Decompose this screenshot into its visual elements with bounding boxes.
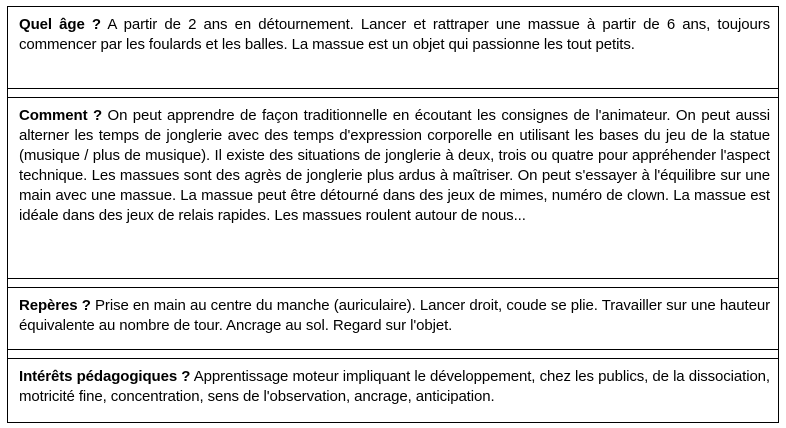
section-pedagogy-text: Apprentissage moteur impliquant le développement, chez les publics, de la dissociation, motricité fine, concentration, sens de l'observation, ancrage, anticipation.: [19, 368, 770, 405]
section-how-label: Comment ?: [19, 107, 103, 124]
section-pedagogy-label: Intérêts pédagogiques ?: [19, 368, 191, 385]
spacer-cell: [8, 89, 779, 98]
section-spacer: [8, 350, 779, 359]
section-age: [8, 7, 779, 89]
section-pedagogy-cell: [8, 359, 779, 423]
section-landmarks-cell: [8, 288, 779, 350]
section-landmarks-label: Repères ?: [19, 297, 91, 314]
section-age-text: A partir de 2 ans en détournement. Lancer et rattraper une massue à partir de 6 ans, toujours commencer par les foulards et les balles. La massue est un objet qui passionne les tout petits.: [19, 16, 770, 53]
section-how-text: On peut apprendre de façon traditionnelle en écoutant les consignes de l'animateur. On peut aussi alterner les temps de jonglerie avec des temps d'expression corporelle en utilisant les bases du jeu de la statue (musique / plus de musique). Il existe des situations de jonglerie à deux, trois ou quatre pour appréhender l'aspect technique. Les massues sont des agrès de jonglerie plus ardus à maîtriser. On peut s'essayer à l'équilibre sur une main avec une massue. La massue peut être détourné dans des jeux de mimes, numéro de clown. La massue est idéale dans des jeux de relais rapides. Les massues roulent autour de nous...: [19, 107, 770, 224]
section-age-label: Quel âge ?: [19, 16, 101, 33]
section-spacer: [8, 279, 779, 288]
spacer-cell: [8, 350, 779, 359]
spacer-cell: [8, 279, 779, 288]
section-how-cell: [8, 98, 779, 279]
section-how: [8, 98, 779, 279]
activity-sheet-table: [7, 6, 779, 423]
section-pedagogy: [8, 359, 779, 423]
section-spacer: [8, 89, 779, 98]
section-age-cell: [8, 7, 779, 89]
section-landmarks: [8, 288, 779, 350]
section-landmarks-text: Prise en main au centre du manche (auriculaire). Lancer droit, coude se plie. Travailler sur une hauteur équivalente au nombre de tour. Ancrage au sol. Regard sur l'objet.: [19, 297, 770, 334]
